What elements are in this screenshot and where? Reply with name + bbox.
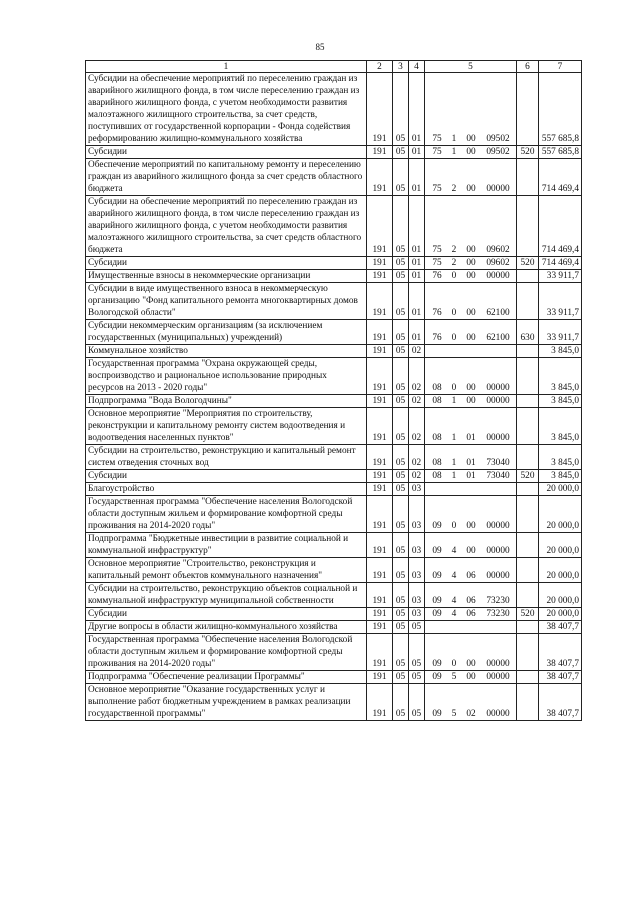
code-subsection: 02 <box>409 345 425 358</box>
target-article-part: 1 <box>451 458 457 468</box>
table-row <box>86 283 582 320</box>
target-article-part: 1 <box>451 396 457 406</box>
code-subsection: 01 <box>409 146 425 159</box>
target-article-part: 00 <box>466 383 476 393</box>
code-expense-type <box>517 73 539 146</box>
target-article-part: 09 <box>432 609 442 619</box>
target-article-part: 1 <box>451 471 457 481</box>
target-article-part: 75 <box>432 184 442 194</box>
code-subsection: 05 <box>409 684 425 721</box>
row-name: Субсидии <box>86 470 367 483</box>
target-article-part: 00 <box>466 134 476 144</box>
target-article-part: 09 <box>432 546 442 556</box>
code-expense-type <box>517 283 539 320</box>
code-subsection: 02 <box>409 408 425 445</box>
target-article-part: 09602 <box>486 258 510 268</box>
row-name: Имущественные взносы в некоммерческие организации <box>86 270 367 283</box>
header-cell: 1 <box>86 61 367 73</box>
target-article-part: 1 <box>451 134 457 144</box>
target-article-part: 01 <box>466 471 476 481</box>
amount: 38 407,7 <box>539 634 582 671</box>
code-section: 05 <box>393 621 409 634</box>
amount: 3 845,0 <box>539 408 582 445</box>
row-name: Субсидии на обеспечение мероприятий по переселению граждан из аварийного жилищного фонда, в том числе переселению граждан из аварийного жилищного фонда, с учетом необходимости развития малоэтажного жилищного строительства, за счет средств, поступивших от государственной корпорации - Фонда содействия реформированию жилищно-коммунального хозяйства <box>86 73 367 146</box>
code-expense-type <box>517 395 539 408</box>
target-article-part: 09 <box>432 659 442 669</box>
target-article-part: 09 <box>432 709 442 719</box>
target-article-part: 08 <box>432 471 442 481</box>
target-article-part: 73230 <box>486 596 510 606</box>
target-article-part: 75 <box>432 245 442 255</box>
code-ministry: 191 <box>367 470 393 483</box>
code-section: 05 <box>393 533 409 558</box>
code-target-article <box>425 496 517 533</box>
code-ministry: 191 <box>367 445 393 470</box>
target-article-part: 00000 <box>486 571 510 581</box>
target-article-part: 5 <box>451 672 457 682</box>
code-expense-type <box>517 583 539 608</box>
table-row <box>86 257 582 270</box>
row-name: Другие вопросы в области жилищно-коммунального хозяйства <box>86 621 367 634</box>
header-cell: 7 <box>539 61 582 73</box>
code-target-article <box>425 270 517 283</box>
target-article-part: 0 <box>451 521 457 531</box>
table-row <box>86 159 582 196</box>
code-ministry: 191 <box>367 684 393 721</box>
budget-table <box>85 60 582 721</box>
target-article-part: 08 <box>432 383 442 393</box>
target-article-part: 06 <box>466 571 476 581</box>
code-subsection: 03 <box>409 608 425 621</box>
target-article-part: 00 <box>466 258 476 268</box>
code-subsection: 05 <box>409 634 425 671</box>
code-ministry: 191 <box>367 395 393 408</box>
code-target-article <box>425 408 517 445</box>
table-row <box>86 320 582 345</box>
code-ministry: 191 <box>367 583 393 608</box>
target-article-part: 75 <box>432 134 442 144</box>
code-section: 05 <box>393 320 409 345</box>
target-article-part: 2 <box>451 184 457 194</box>
code-ministry: 191 <box>367 408 393 445</box>
amount: 33 911,7 <box>539 270 582 283</box>
row-name: Подпрограмма "Обеспечение реализации Программы" <box>86 671 367 684</box>
table-row <box>86 558 582 583</box>
amount: 3 845,0 <box>539 358 582 395</box>
table-row <box>86 270 582 283</box>
row-name: Субсидии на строительство, реконструкцию объектов социальной и коммунальной инфраструктур муниципальной собственности <box>86 583 367 608</box>
code-ministry: 191 <box>367 608 393 621</box>
code-expense-type <box>517 345 539 358</box>
table-row <box>86 533 582 558</box>
code-subsection: 01 <box>409 283 425 320</box>
code-subsection: 03 <box>409 533 425 558</box>
target-article-part: 00 <box>466 659 476 669</box>
target-article-part: 00000 <box>486 659 510 669</box>
target-article-part: 09 <box>432 596 442 606</box>
header-cell: 3 <box>393 61 409 73</box>
code-ministry: 191 <box>367 257 393 270</box>
target-article-part: 75 <box>432 258 442 268</box>
amount: 20 000,0 <box>539 583 582 608</box>
code-ministry: 191 <box>367 159 393 196</box>
target-article-part: 73040 <box>486 471 510 481</box>
table-row <box>86 345 582 358</box>
target-article-part: 00000 <box>486 433 510 443</box>
code-expense-type <box>517 358 539 395</box>
header-cell: 2 <box>367 61 393 73</box>
code-expense-type <box>517 684 539 721</box>
code-section: 05 <box>393 159 409 196</box>
row-name: Государственная программа "Охрана окружающей среды, воспроизводство и рациональное использование природных ресурсов на 2013 - 2020 годы" <box>86 358 367 395</box>
code-subsection: 02 <box>409 358 425 395</box>
amount: 33 911,7 <box>539 320 582 345</box>
target-article-part: 00000 <box>486 546 510 556</box>
target-article-part: 73040 <box>486 458 510 468</box>
code-section: 05 <box>393 395 409 408</box>
target-article-part: 08 <box>432 396 442 406</box>
code-ministry: 191 <box>367 73 393 146</box>
amount: 557 685,8 <box>539 146 582 159</box>
code-subsection: 03 <box>409 496 425 533</box>
code-ministry: 191 <box>367 671 393 684</box>
target-article-part: 06 <box>466 596 476 606</box>
target-article-part: 00 <box>466 333 476 343</box>
code-section: 05 <box>393 358 409 395</box>
code-section: 05 <box>393 634 409 671</box>
amount: 20 000,0 <box>539 483 582 496</box>
table-row <box>86 621 582 634</box>
table-row <box>86 483 582 496</box>
amount: 3 845,0 <box>539 345 582 358</box>
code-target-article <box>425 395 517 408</box>
target-article-part: 00 <box>466 184 476 194</box>
target-article-part: 0 <box>451 271 457 281</box>
code-expense-type <box>517 671 539 684</box>
table-row <box>86 470 582 483</box>
code-expense-type <box>517 408 539 445</box>
code-subsection: 01 <box>409 270 425 283</box>
code-target-article <box>425 257 517 270</box>
code-subsection: 03 <box>409 558 425 583</box>
table-row <box>86 395 582 408</box>
row-name: Благоустройство <box>86 483 367 496</box>
target-article-part: 5 <box>451 709 457 719</box>
code-target-article <box>425 583 517 608</box>
code-section: 05 <box>393 608 409 621</box>
target-article-part: 01 <box>466 458 476 468</box>
target-article-part: 00 <box>466 672 476 682</box>
amount: 38 407,7 <box>539 621 582 634</box>
page-number: 85 <box>315 42 325 52</box>
code-subsection: 02 <box>409 470 425 483</box>
code-section: 05 <box>393 270 409 283</box>
row-name: Основное мероприятие "Строительство, реконструкция и капитальный ремонт объектов коммунального назначения" <box>86 558 367 583</box>
code-target-article <box>425 483 517 496</box>
target-article-part: 08 <box>432 433 442 443</box>
table-row <box>86 408 582 445</box>
code-target-article <box>425 671 517 684</box>
code-subsection: 01 <box>409 257 425 270</box>
target-article-part: 4 <box>451 571 457 581</box>
amount: 20 000,0 <box>539 558 582 583</box>
code-section: 05 <box>393 408 409 445</box>
code-target-article <box>425 320 517 345</box>
code-expense-type <box>517 558 539 583</box>
table-row <box>86 634 582 671</box>
row-name: Государственная программа "Обеспечение населения Вологодской области доступным жильем и формирование комфортной среды проживания на 2014-2020 годы" <box>86 496 367 533</box>
amount: 3 845,0 <box>539 470 582 483</box>
code-target-article <box>425 345 517 358</box>
target-article-part: 02 <box>466 709 476 719</box>
target-article-part: 00 <box>466 245 476 255</box>
code-section: 05 <box>393 257 409 270</box>
code-ministry: 191 <box>367 634 393 671</box>
code-section: 05 <box>393 73 409 146</box>
header-cell: 4 <box>409 61 425 73</box>
target-article-part: 73230 <box>486 609 510 619</box>
target-article-part: 09 <box>432 672 442 682</box>
code-ministry: 191 <box>367 146 393 159</box>
target-article-part: 0 <box>451 659 457 669</box>
code-section: 05 <box>393 470 409 483</box>
target-article-part: 00 <box>466 308 476 318</box>
target-article-part: 4 <box>451 609 457 619</box>
target-article-part: 00 <box>466 521 476 531</box>
target-article-part: 1 <box>451 433 457 443</box>
code-subsection: 05 <box>409 621 425 634</box>
table-row <box>86 671 582 684</box>
code-target-article <box>425 283 517 320</box>
target-article-part: 00000 <box>486 709 510 719</box>
code-section: 05 <box>393 583 409 608</box>
target-article-part: 00 <box>466 147 476 157</box>
target-article-part: 76 <box>432 271 442 281</box>
code-expense-type: 520 <box>517 608 539 621</box>
code-subsection: 01 <box>409 320 425 345</box>
row-name: Субсидии <box>86 608 367 621</box>
code-section: 05 <box>393 684 409 721</box>
code-expense-type: 520 <box>517 146 539 159</box>
table-row <box>86 583 582 608</box>
code-expense-type <box>517 483 539 496</box>
target-article-part: 09 <box>432 521 442 531</box>
code-ministry: 191 <box>367 496 393 533</box>
row-name: Субсидии <box>86 257 367 270</box>
code-expense-type: 630 <box>517 320 539 345</box>
code-target-article <box>425 634 517 671</box>
amount: 3 845,0 <box>539 445 582 470</box>
target-article-part: 00000 <box>486 672 510 682</box>
code-target-article <box>425 196 517 257</box>
target-article-part: 00 <box>466 546 476 556</box>
row-name: Основное мероприятие "Оказание государственных услуг и выполнение работ бюджетным учреждением в рамках реализации государственной программы" <box>86 684 367 721</box>
code-expense-type <box>517 621 539 634</box>
code-expense-type <box>517 159 539 196</box>
code-ministry: 191 <box>367 483 393 496</box>
code-section: 05 <box>393 445 409 470</box>
target-article-part: 09 <box>432 571 442 581</box>
row-name: Основное мероприятие "Мероприятия по строительству, реконструкции и капитальному ремонту систем водоотведения и водоотведения населенных пунктов" <box>86 408 367 445</box>
code-subsection: 05 <box>409 671 425 684</box>
target-article-part: 09602 <box>486 245 510 255</box>
target-article-part: 75 <box>432 147 442 157</box>
target-article-part: 00000 <box>486 271 510 281</box>
code-expense-type <box>517 634 539 671</box>
row-name: Обеспечение мероприятий по капитальному ремонту и переселению граждан из аварийного жилищного фонда за счет средств областного бюджета <box>86 159 367 196</box>
code-target-article <box>425 358 517 395</box>
target-article-part: 76 <box>432 308 442 318</box>
target-article-part: 62100 <box>486 333 510 343</box>
target-article-part: 00 <box>466 271 476 281</box>
table-row <box>86 146 582 159</box>
code-ministry: 191 <box>367 558 393 583</box>
amount: 33 911,7 <box>539 283 582 320</box>
amount: 20 000,0 <box>539 608 582 621</box>
target-article-part: 0 <box>451 308 457 318</box>
target-article-part: 00 <box>466 396 476 406</box>
code-expense-type <box>517 196 539 257</box>
target-article-part: 62100 <box>486 308 510 318</box>
target-article-part: 00000 <box>486 184 510 194</box>
target-article-part: 09502 <box>486 147 510 157</box>
target-article-part: 76 <box>432 333 442 343</box>
row-name: Субсидии на строительство, реконструкцию и капитальный ремонт систем отведения сточных вод <box>86 445 367 470</box>
table-row <box>86 73 582 146</box>
table-row <box>86 445 582 470</box>
amount: 20 000,0 <box>539 496 582 533</box>
code-target-article <box>425 533 517 558</box>
target-article-part: 4 <box>451 596 457 606</box>
row-name: Подпрограмма "Вода Вологодчины" <box>86 395 367 408</box>
code-ministry: 191 <box>367 621 393 634</box>
amount: 714 469,4 <box>539 159 582 196</box>
code-expense-type: 520 <box>517 257 539 270</box>
code-expense-type <box>517 533 539 558</box>
header-row <box>86 61 582 73</box>
code-target-article <box>425 608 517 621</box>
code-section: 05 <box>393 345 409 358</box>
row-name: Субсидии в виде имущественного взноса в некоммерческую организацию "Фонд капитального ремонта многоквартирных домов Вологодской области" <box>86 283 367 320</box>
row-name: Субсидии некоммерческим организациям (за исключением государственных (муниципальных) учреждений) <box>86 320 367 345</box>
table-row <box>86 496 582 533</box>
code-target-article <box>425 621 517 634</box>
code-target-article <box>425 684 517 721</box>
code-expense-type <box>517 270 539 283</box>
amount: 38 407,7 <box>539 671 582 684</box>
target-article-part: 06 <box>466 609 476 619</box>
header-cell: 6 <box>517 61 539 73</box>
code-subsection: 02 <box>409 445 425 470</box>
code-target-article <box>425 558 517 583</box>
code-subsection: 01 <box>409 159 425 196</box>
code-expense-type <box>517 445 539 470</box>
amount: 714 469,4 <box>539 196 582 257</box>
code-section: 05 <box>393 283 409 320</box>
row-name: Коммунальное хозяйство <box>86 345 367 358</box>
amount: 3 845,0 <box>539 395 582 408</box>
target-article-part: 09502 <box>486 134 510 144</box>
table-row <box>86 608 582 621</box>
target-article-part: 2 <box>451 245 457 255</box>
target-article-part: 0 <box>451 333 457 343</box>
target-article-part: 08 <box>432 458 442 468</box>
code-ministry: 191 <box>367 320 393 345</box>
code-target-article <box>425 470 517 483</box>
code-ministry: 191 <box>367 283 393 320</box>
table-row <box>86 684 582 721</box>
code-target-article <box>425 445 517 470</box>
code-ministry: 191 <box>367 358 393 395</box>
amount: 38 407,7 <box>539 684 582 721</box>
table-row <box>86 196 582 257</box>
amount: 557 685,8 <box>539 73 582 146</box>
code-subsection: 01 <box>409 196 425 257</box>
target-article-part: 00000 <box>486 396 510 406</box>
row-name: Государственная программа "Обеспечение населения Вологодской области доступным жильем и формирование комфортной среды проживания на 2014-2020 годы" <box>86 634 367 671</box>
code-section: 05 <box>393 558 409 583</box>
code-section: 05 <box>393 496 409 533</box>
code-subsection: 01 <box>409 73 425 146</box>
code-section: 05 <box>393 146 409 159</box>
target-article-part: 2 <box>451 258 457 268</box>
code-expense-type <box>517 496 539 533</box>
row-name: Подпрограмма "Бюджетные инвестиции в развитие социальной и коммунальной инфраструктур" <box>86 533 367 558</box>
target-article-part: 4 <box>451 546 457 556</box>
amount: 20 000,0 <box>539 533 582 558</box>
target-article-part: 00000 <box>486 521 510 531</box>
target-article-part: 1 <box>451 147 457 157</box>
table-row <box>86 358 582 395</box>
code-ministry: 191 <box>367 533 393 558</box>
row-name: Субсидии на обеспечение мероприятий по переселению граждан из аварийного жилищного фонда, в том числе переселению граждан из аварийного жилищного фонда, с учетом необходимости развития малоэтажного жилищного строительства, за счет средств областного бюджета <box>86 196 367 257</box>
code-section: 05 <box>393 483 409 496</box>
header-cell: 5 <box>425 61 517 73</box>
row-name: Субсидии <box>86 146 367 159</box>
code-subsection: 03 <box>409 483 425 496</box>
code-ministry: 191 <box>367 196 393 257</box>
target-article-part: 01 <box>466 433 476 443</box>
amount: 714 469,4 <box>539 257 582 270</box>
code-subsection: 02 <box>409 395 425 408</box>
code-target-article <box>425 146 517 159</box>
target-article-part: 00000 <box>486 383 510 393</box>
target-article-part: 0 <box>451 383 457 393</box>
code-expense-type: 520 <box>517 470 539 483</box>
code-subsection: 03 <box>409 583 425 608</box>
code-ministry: 191 <box>367 270 393 283</box>
code-ministry: 191 <box>367 345 393 358</box>
code-target-article <box>425 73 517 146</box>
code-section: 05 <box>393 671 409 684</box>
code-section: 05 <box>393 196 409 257</box>
code-target-article <box>425 159 517 196</box>
